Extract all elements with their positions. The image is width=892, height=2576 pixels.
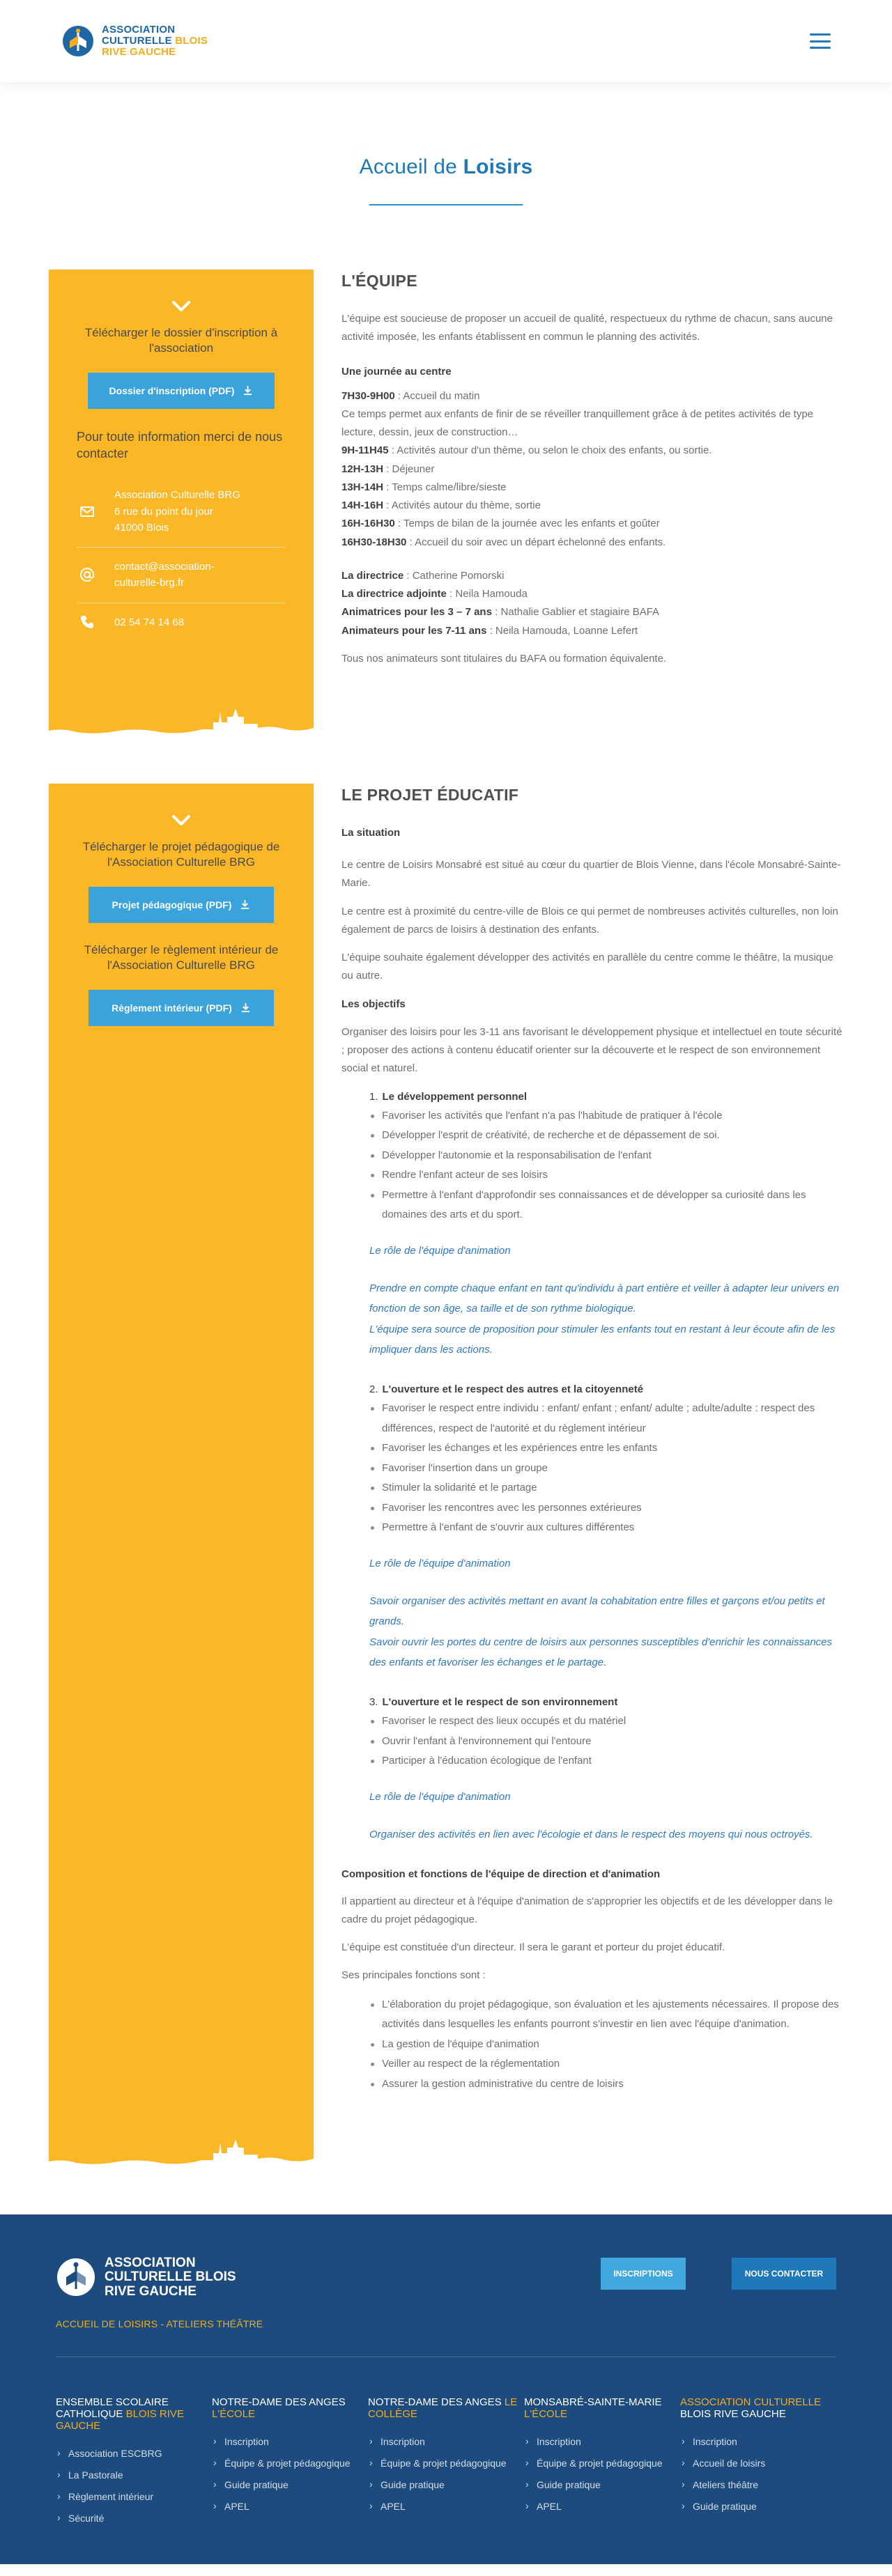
- city-skyline-decoration: [49, 707, 314, 743]
- role-title: Le rôle de l'équipe d'animation: [369, 1244, 511, 1257]
- brand-logo-link[interactable]: [61, 24, 208, 58]
- list-item: Favoriser les échanges et les expériences entre les enfants: [369, 1438, 843, 1459]
- footer-link[interactable]: › Inscription: [524, 2435, 680, 2449]
- footer-link[interactable]: › Équipe & projet pédagogique: [524, 2457, 680, 2470]
- list-item: Participer à l'éducation écologique de l'enfant: [369, 1751, 843, 1771]
- brand-name: [102, 24, 208, 57]
- phone-icon: [79, 614, 95, 630]
- staff-row: Animateurs pour les 7-11 ans : Neila Hamouda, Loanne Lefert: [341, 624, 638, 637]
- site-header: [0, 0, 892, 82]
- footer-link[interactable]: › Guide pratique: [212, 2478, 368, 2492]
- objective-bullets: [369, 1106, 843, 1225]
- title-underline: [369, 204, 523, 205]
- schedule-row: 14H-16H : Activités autour du thème, sortie: [341, 499, 541, 511]
- logo-icon: [61, 24, 95, 58]
- contact-email[interactable]: [77, 548, 286, 603]
- objectives-list: [341, 1088, 843, 1845]
- list-item: Permettre à l'enfant de s'ouvrir aux cultures différentes: [369, 1518, 843, 1538]
- composition-paragraph: Il appartient au directeur et à l'équipe d'animation de s'approprier les objectifs et de les développer dans le cadre du projet pédagogique.: [341, 1895, 833, 1925]
- page-title-light: Accueil de: [359, 155, 458, 178]
- list-item: Ouvrir l'enfant à l'environnement qui l'entoure: [369, 1732, 843, 1752]
- sidebar-heading: Télécharger le dossier d'inscription à l'association: [84, 325, 278, 355]
- list-item: Favoriser le respect des lieux occupés et du matériel: [369, 1712, 843, 1732]
- objectifs-heading: Les objectifs: [341, 998, 406, 1010]
- documents-sidebar: [49, 784, 314, 2174]
- list-item: Permettre à l'enfant d'approfondir ses connaissances et de développer sa curiosité dans les domaines des arts et du sport.: [369, 1186, 843, 1225]
- download-projet-button[interactable]: [89, 887, 274, 923]
- contact-address: [77, 476, 286, 548]
- objective-item: 2. L'ouverture et le respect des autres et la citoyenneté Favoriser le respect entre individu : enfant/ enfant ; enfant/ adulte ; adulte/adulte : respect des différences, respect de l'autorité et du règlement intérieur Favoriser les échanges et les expériences entre les enfants Favoriser l'insertion dans un groupe Stimuler la solidarité et le partage Favoriser les rencontres avec les personnes extérieures Permettre à l'enfant de s'ouvrir aux cultures différentes Le rôle de l'équipe d'animation Savoir organiser des activités mettant en avant la cohabitation entre filles et garçons et/ou petits et grands. Savoir ouvrir les portes du centre de loisirs aux personnes susceptibles d'enrichir les connaissances des enfants et favoriser les échanges et le partage.: [369, 1381, 843, 1673]
- download-icon: [243, 385, 253, 396]
- projet-download-heading: Télécharger le projet pédagogique de l'Association Culturelle BRG: [82, 839, 280, 869]
- role-title: Le rôle de l'équipe d'animation: [369, 1557, 511, 1569]
- list-item: Veiller au respect de la réglementation: [369, 2054, 843, 2074]
- situation-heading: La situation: [341, 826, 401, 839]
- schedule-row: 7H30-9H00 : Accueil du matin: [341, 389, 480, 402]
- equipe-intro: L'équipe est soucieuse de proposer un accueil de qualité, respectueux du rythme de chacun, sans aucune activité imposée, les enfants établissent en commun le planning des activités.: [341, 312, 833, 343]
- download-reglement-button[interactable]: [89, 990, 274, 1026]
- objective-bullets: [369, 1399, 843, 1538]
- footer-link[interactable]: › Règlement intérieur: [56, 2490, 212, 2504]
- footer-link[interactable]: › Accueil de loisirs: [680, 2457, 836, 2470]
- download-inscription-button[interactable]: [88, 373, 275, 409]
- inscription-sidebar: [49, 270, 314, 743]
- page-title: [0, 149, 892, 186]
- footer-link[interactable]: › Ateliers théâtre: [680, 2478, 836, 2492]
- composition-heading: Composition et fonctions de l'équipe de direction et d'animation: [341, 1868, 661, 1881]
- footer-link[interactable]: › Sécurité: [56, 2512, 212, 2525]
- objective-title: L'ouverture et le respect des autres et la citoyenneté: [382, 1383, 644, 1395]
- projet-content: [341, 784, 843, 2174]
- projet-section: [0, 784, 892, 2174]
- schedule-row: Ce temps permet aux enfants de finir de se réveiller tranquillement grâce à de petites activités de type lecture, dessin, jeux de construction…: [341, 408, 814, 438]
- brand-line-2a: CULTURELLE: [102, 35, 172, 47]
- role-text: L'équipe sera source de proposition pour stimuler les enfants tout en restant à leur écoute afin de les impliquer dans les actions.: [369, 1323, 836, 1356]
- schedule-row: 12H-13H : Déjeuner: [341, 463, 435, 475]
- footer-link[interactable]: › Équipe & projet pédagogique: [368, 2457, 524, 2470]
- address-line-2: 6 rue du point du jour: [114, 505, 213, 518]
- page-title-block: [0, 82, 892, 270]
- schedule-row: 13H-14H : Temps calme/libre/sieste: [341, 481, 507, 493]
- inscriptions-button[interactable]: INSCRIPTIONS: [601, 2258, 686, 2290]
- footer-brand-line: RIVE GAUCHE: [105, 2283, 197, 2299]
- list-item: Favoriser le respect entre individu : enfant/ enfant ; enfant/ adulte ; adulte/adulte : respect des différences, respect de l'autorité et du règlement intérieur: [369, 1399, 843, 1438]
- footer-link[interactable]: › Guide pratique: [524, 2478, 680, 2492]
- list-item: Favoriser les rencontres avec les personnes extérieures: [369, 1498, 843, 1519]
- list-item: Favoriser l'insertion dans un groupe: [369, 1459, 843, 1479]
- role-title: Le rôle de l'équipe d'animation: [369, 1790, 511, 1803]
- address-line-1: Association Culturelle BRG: [114, 489, 240, 502]
- footer-column-nda-ecole: [212, 2396, 368, 2534]
- footer-link[interactable]: › APEL: [368, 2500, 524, 2513]
- page-title-bold: Loisirs: [463, 155, 533, 178]
- role-text: Prendre en compte chaque enfant en tant qu'individu à part entière et veiller à adapter leur univers en fonction de son âge, sa taille et de son rythme biologique.: [369, 1282, 840, 1315]
- staff-row: La directrice adjointe : Neila Hamouda: [341, 588, 528, 600]
- equipe-content: [341, 270, 843, 743]
- footer-logo-icon: [56, 2257, 96, 2297]
- footer-column-title: MONSABRÉ-SAINTE-MARIE L'ÉCOLE: [524, 2396, 662, 2420]
- bafa-note: Tous nos animateurs sont titulaires du BAFA ou formation équivalente.: [341, 652, 667, 665]
- list-item: Assurer la gestion administrative du centre de loisirs: [369, 2074, 843, 2095]
- objective-title: L'ouverture et le respect de son environnement: [382, 1696, 618, 1708]
- objective-item: 1. Le développement personnel Favoriser les activités que l'enfant n'a pas l'habitude de pratiquer à l'école Développer l'esprit de créativité, de recherche et de dépassement de soi. Développer l'autonomie et la responsabilisation de l'enfant Rendre l'enfant acteur de ses loisirs Permettre à l'enfant d'approfondir ses connaissances et de développer sa curiosité dans les domaines des arts et du sport. Le rôle de l'équipe d'animation Prendre en compte chaque enfant en tant qu'individu à part entière et veiller à adapter leur univers en fonction de son âge, sa taille et de son rythme biologique. L'équipe sera source de proposition pour stimuler les enfants tout en restant à leur écoute afin de les impliquer dans les actions.: [369, 1088, 843, 1360]
- schedule-list: [341, 387, 843, 552]
- contact-heading: Pour toute information merci de nous contacter: [77, 429, 283, 460]
- address-line-3: 41000 Blois: [114, 521, 169, 534]
- contact-button[interactable]: NOUS CONTACTER: [732, 2258, 836, 2290]
- envelope-icon: [79, 504, 95, 519]
- objectifs-intro: Organiser des loisirs pour les 3-11 ans favorisant le développement physique et intellectuel en toute sécurité ; proposer des actions à contenu éducatif orienter sur la découverte et le respect de son environnement social et naturel.: [341, 1025, 843, 1075]
- list-item: Développer l'esprit de créativité, de recherche et de dépassement de soi.: [369, 1126, 843, 1146]
- composition-paragraph: L'équipe est constituée d'un directeur. Il sera le garant et porteur du projet éducatif.: [341, 1941, 725, 1953]
- footer-link[interactable]: › APEL: [212, 2500, 368, 2513]
- email-line-2[interactable]: culturelle-brg.fr: [114, 577, 185, 589]
- equipe-title: L'ÉQUIPE: [341, 271, 417, 290]
- footer-column-association: [680, 2396, 836, 2534]
- footer-link[interactable]: › Guide pratique: [368, 2478, 524, 2492]
- list-item: La gestion de l'équipe d'animation: [369, 2035, 843, 2055]
- chevron-down-icon: [171, 814, 191, 827]
- phone-number[interactable]: 02 54 74 14 68: [114, 616, 185, 628]
- footer-column-title: NOTRE-DAME DES ANGES LE COLLÈGE: [368, 2396, 518, 2420]
- schedule-row: 9H-11H45 : Activités autour d'un thème, ou selon le choix des enfants, ou sortie.: [341, 444, 712, 457]
- chevron-down-icon: [171, 300, 191, 313]
- staff-list: [341, 567, 843, 640]
- staff-row: Animatrices pour les 3 – 7 ans : Nathalie Gablier et stagiaire BAFA: [341, 606, 660, 619]
- situation-paragraph: Le centre de Loisirs Monsabré est situé au cœur du quartier de Blois Vienne, dans l'école Monsabré-Sainte-Marie.: [341, 859, 841, 890]
- footer-column-title: NOTRE-DAME DES ANGES L'ÉCOLE: [212, 2396, 346, 2420]
- equipe-section: [0, 270, 892, 743]
- projet-title: LE PROJET ÉDUCATIF: [341, 785, 519, 804]
- objective-title: Le développement personnel: [382, 1090, 528, 1103]
- footer-link[interactable]: › Inscription: [212, 2435, 368, 2449]
- contact-phone[interactable]: [77, 603, 286, 642]
- list-item: Rendre l'enfant acteur de ses loisirs: [369, 1165, 843, 1186]
- contact-list: [77, 476, 286, 642]
- list-item: L'élaboration du projet pédagogique, son évaluation et les ajustements nécessaires. Il propose des activités dans lesquelles les enfants pourront s'investir en lien avec l'équipe d'animation.: [369, 1995, 843, 2035]
- objective-item: 3. L'ouverture et le respect de son environnement Favoriser le respect des lieux occupés et du matériel Ouvrir l'enfant à l'environnement qui l'entoure Participer à l'éducation écologique de l'enfant Le rôle de l'équipe d'animation Organiser des activités en lien avec l'écologie et dans le respect des moyens qui nous octroyés.: [369, 1693, 843, 1845]
- footer-brand[interactable]: [56, 2256, 263, 2299]
- download-icon: [240, 1002, 251, 1013]
- list-item: Favoriser les activités que l'enfant n'a pas l'habitude de pratiquer à l'école: [369, 1106, 843, 1126]
- download-projet-label: Projet pédagogique (PDF): [112, 899, 232, 910]
- objective-bullets: [369, 1712, 843, 1771]
- site-footer: [0, 2214, 892, 2564]
- composition-paragraph: Ses principales fonctions sont :: [341, 1969, 486, 1982]
- role-text: Organiser des activités en lien avec l'écologie et dans le respect des moyens qui nous octroyés.: [369, 1829, 813, 1840]
- footer-link[interactable]: › Inscription: [368, 2435, 524, 2449]
- schedule-row: 16H30-18H30 : Accueil du soir avec un départ échelonné des enfants.: [341, 536, 666, 548]
- download-reglement-label: Règlement intérieur (PDF): [112, 1002, 232, 1014]
- download-inscription-label: Dossier d'inscription (PDF): [109, 385, 235, 396]
- footer-link[interactable]: › Inscription: [680, 2435, 836, 2449]
- footer-link[interactable]: › Guide pratique: [680, 2500, 836, 2513]
- download-icon: [240, 899, 250, 910]
- fonctions-list: [341, 1995, 843, 2095]
- reglement-download-heading: Télécharger le règlement intérieur de l'Association Culturelle BRG: [84, 942, 279, 972]
- footer-brand-line: ASSOCIATION: [105, 2255, 196, 2270]
- footer-column-escbrg: [56, 2396, 212, 2534]
- situation-paragraph: L'équipe souhaite également développer des activités en parallèle du centre comme le théâtre, la musique ou autre.: [341, 952, 833, 982]
- footer-link[interactable]: › APEL: [524, 2500, 680, 2513]
- at-sign-icon: [79, 567, 95, 582]
- city-skyline-decoration: [49, 2138, 314, 2174]
- footer-brand-line: CULTURELLE BLOIS: [105, 2269, 236, 2285]
- schedule-row: 16H-16H30 : Temps de bilan de la journée avec les enfants et goûter: [341, 518, 660, 530]
- footer-tagline: ACCUEIL DE LOISIRS - ATELIERS THÉÂTRE: [56, 2318, 263, 2330]
- footer-link[interactable]: › La Pastorale: [56, 2469, 212, 2482]
- hamburger-icon[interactable]: [810, 33, 831, 49]
- footer-column-nda-college: [368, 2396, 524, 2534]
- staff-row: La directrice : Catherine Pomorski: [341, 569, 505, 582]
- footer-link[interactable]: › Association ESCBRG: [56, 2447, 212, 2460]
- situation-paragraph: Le centre est à proximité du centre-ville de Blois ce qui permet de nombreuses activités culturelles, non loin également de parcs de loisirs à destination des enfants.: [341, 905, 838, 936]
- footer-column-title: ASSOCIATION CULTURELLE BLOIS RIVE GAUCHE: [680, 2396, 821, 2420]
- list-item: Stimuler la solidarité et le partage: [369, 1478, 843, 1498]
- brand-line-3: RIVE GAUCHE: [102, 45, 176, 58]
- footer-column-title: ENSEMBLE SCOLAIRE CATHOLIQUE BLOIS RIVE GAUCHE: [56, 2396, 184, 2433]
- brand-line-1: ASSOCIATION: [102, 24, 176, 36]
- email-line-1[interactable]: contact@association-: [114, 561, 215, 573]
- role-text: Savoir organiser des activités mettant en avant la cohabitation entre filles et garçons et/ou petits et grands.: [369, 1595, 825, 1628]
- day-heading: Une journée au centre: [341, 366, 452, 378]
- brand-line-2b: BLOIS: [175, 35, 208, 47]
- footer-column-monsabre: [524, 2396, 680, 2534]
- list-item: Développer l'autonomie et la responsabilisation de l'enfant: [369, 1146, 843, 1166]
- footer-brand-name: [105, 2256, 236, 2299]
- footer-columns: [56, 2396, 836, 2534]
- footer-link[interactable]: › Équipe & projet pédagogique: [212, 2457, 368, 2470]
- role-text: Savoir ouvrir les portes du centre de loisirs aux personnes susceptibles d'enrichir les connaissances des enfants et favoriser les échanges et le partage.: [369, 1636, 833, 1668]
